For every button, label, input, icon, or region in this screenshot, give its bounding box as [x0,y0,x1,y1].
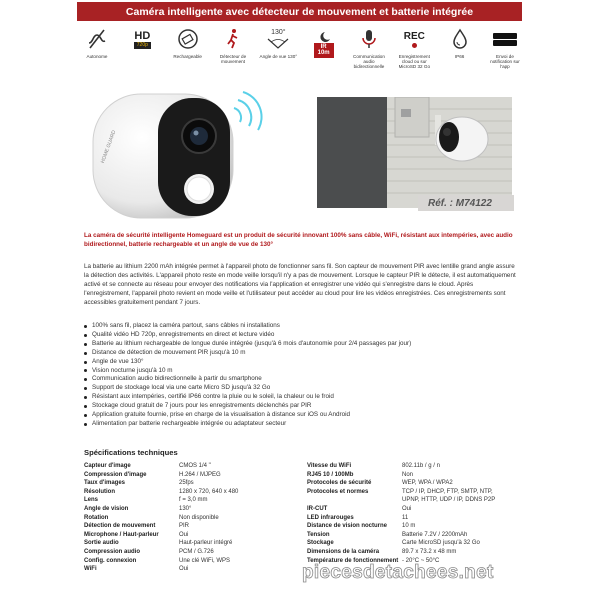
homeguard-logo: HOME GUARD [100,129,118,165]
spec-key: Protocoles de sécurité [307,480,372,487]
list-item [84,331,516,340]
list-item [84,375,516,384]
bullet-icon [84,396,87,399]
feature-label: Envoi de notification sur l'app [490,54,520,70]
page-banner: Caméra intelligente avec détecteur de mouvement et batterie intégrée [77,2,522,21]
bullet-icon [84,325,87,328]
bullet-icon [84,414,87,417]
table-row [307,496,517,505]
spec-value: Une clé WiFi, WPS [179,557,231,564]
specs-title: Spécifications techniques [84,448,178,457]
table-row [84,514,294,523]
bullet-icon [84,369,87,372]
feature-label: Détecteur de mouvement [219,54,247,65]
table-row [307,462,517,471]
spec-value: 89.7 x 73.2 x 48 mm [402,548,457,555]
spec-key: Résolution [84,488,115,495]
bullet-icon [84,361,87,364]
feature-rechargeable [169,26,207,88]
hd-badge: HD [134,29,151,42]
spec-value: - 20°C ~ 50°C [402,557,440,564]
bullet-text: Stockage cloud gratuit de 7 jours pour les enregistrements déclenchés par PIR [92,402,312,410]
list-item [84,349,516,358]
installation-photo [317,97,512,208]
spec-key: Sortie audio [84,540,119,547]
spec-key: Distance de vision nocturne [307,523,388,530]
feature-label: Communication audio bidirectionnelle [353,54,385,70]
spec-key: IR-CUT [307,505,328,512]
spec-value: Non disponible [179,514,219,521]
feature-bullet-list [84,322,516,429]
spec-value: Haut-parleur intégré [179,540,233,547]
table-row [84,548,294,557]
spec-key: Angle de vision [84,505,129,512]
hd-720p-badge: 720p [134,42,151,49]
intro-text: La caméra de sécurité intelligente Homeguard est un produit de sécurité innovant 100% sans câble, WiFi, résistant aux intempéries, avec audio bidirectionnel, batterie rechargeable et un angle de vue de 130° [84,232,513,248]
feature-night-vision [305,26,343,88]
spec-value: 802.11b / g / n [402,463,440,469]
bullet-text: Batterie au lithium rechargeable de longue durée intégrée (jusqu'à 6 mois d'autonomie pour 2/4 passages par jour) [92,339,412,347]
list-item [84,411,516,420]
list-item [84,367,516,376]
spec-value: 130° [179,505,192,512]
rechargeable-battery-icon [173,26,203,52]
table-row [84,565,294,574]
bullet-icon [84,352,87,355]
feature-recording [395,26,433,88]
angle-130-icon [263,26,293,52]
spec-value: Oui [179,566,189,573]
list-item [84,340,516,349]
spec-key: Lens [84,497,99,504]
product-image [88,84,268,224]
feature-angle [259,26,297,88]
google-play-badge [493,33,517,39]
apple-store-badge [493,40,517,46]
bullet-text: Angle de vue 130° [92,357,144,365]
bullet-text: Vision nocturne jusqu'à 10 m [92,366,173,374]
ir-badge-range: 10m [317,50,330,56]
spec-value: f = 3,0 mm [179,497,208,504]
bullet-icon [84,387,87,390]
spec-key: Rotation [84,514,109,521]
list-item [84,358,516,367]
table-row [307,488,517,497]
spec-key: Capteur d'image [84,463,131,469]
bullet-text: Communication audio bidirectionnelle à partir du smartphone [92,375,262,383]
list-item [84,420,516,429]
table-row [84,471,294,480]
rec-icon [399,26,429,52]
feature-hd [123,26,161,88]
table-row [307,548,517,557]
ir-badge-label: IR [320,43,327,50]
spec-key: LED infrarouges [307,514,354,521]
spec-value: PCM / G.726 [179,548,214,555]
app-store-icon [490,26,520,52]
bullet-icon [84,405,87,408]
table-row [84,462,294,471]
spec-key: Compression d'image [84,471,147,478]
spec-value: H.264 / MJPEG [179,471,221,478]
table-row [307,471,517,480]
ip66-icon [445,26,475,52]
microphone-icon [354,26,384,52]
spec-value: 11 [402,514,409,521]
rec-dot [412,43,417,48]
spec-value: PIR [179,523,190,530]
table-row [84,505,294,514]
spec-key: Taux d'images [84,480,125,487]
specs-table-left [84,462,294,574]
spec-key: WiFi [84,566,97,573]
table-row [84,522,294,531]
ir-badge [314,43,334,58]
bullet-text: Résistant aux intempéries, certifié IP66 contre la pluie ou le soleil, la chaleur ou le froid [92,393,334,401]
list-item [84,402,516,411]
table-row [84,479,294,488]
spec-key [307,496,402,505]
feature-icons-row [78,26,524,88]
bullet-icon [84,378,87,381]
angle-badge: 130° [271,29,286,36]
table-row [307,539,517,548]
spec-key: Température de fonctionnement [307,557,399,564]
spec-key: Détection de mouvement [84,523,156,530]
reference-label: Réf. : M74122 [418,195,514,211]
table-row [307,522,517,531]
spec-key: Vitesse du WiFi [307,463,352,469]
bullet-text: Qualité vidéo HD 720p, enregistrements en direct et lecture vidéo [92,330,275,338]
spec-value: Carte MicroSD jusqu'à 32 Go [402,540,480,547]
spec-value: 10 m [402,523,416,530]
spec-key: Protocoles et normes [307,488,369,495]
bullet-text: Application gratuite fournie, prise en charge de la visualisation à distance sur iOS ou Android [92,411,350,419]
feature-label: Autonome [86,54,108,59]
spec-key: Tension [307,531,330,538]
feature-label: Rechargeable [173,54,202,59]
watermark: piecesdetachees.net [302,562,494,583]
table-row [84,531,294,540]
feature-notification [486,26,524,88]
spec-value: TCP / IP, DHCP, FTP, SMTP, NTP, [402,488,493,495]
night-vision-icon [309,26,339,62]
no-wire-icon [82,26,112,52]
bullet-text: Distance de détection de mouvement PIR jusqu'à 10 m [92,348,246,356]
feature-label: Enregistrement cloud ou sur MicroSD 32 Go [398,54,430,70]
table-row [84,539,294,548]
spec-value: Non [402,471,414,478]
spec-key: Compression audio [84,548,141,555]
spec-value: CMOS 1/4 " [179,463,211,469]
rec-badge: REC [403,30,425,42]
description-text: La batterie au lithium 2200 mAh intégrée permet à l'appareil photo de fonctionner sans fil. Son capteur de mouvement PIR avec lentille grand angle assure la détection des activités. L'appareil photo reste en mode veille lorsqu'il n'y a pas de mouvement. Lorsque le capteur PIR le détecte, il est automatiquement activé et se connecte au réseau pour envoyer des notifications via l'application et enregistrer une vidéo qui s'enregistre dans le cloud. Après l'enregistrement, l'appareil photo revient en mode veille et l'utilisateur peut accéder au cloud pour lire les vidéos enregistrées. Ces enregistrements sont accessibles gratuitement pendant 7 jours. [84,263,516,306]
feature-label: IP66 [454,54,465,59]
feature-audio [350,26,388,88]
table-row [307,479,517,488]
bullet-text: Support de stockage local via une carte Micro SD jusqu'à 32 Go [92,384,271,392]
table-row [307,505,517,514]
table-row [307,531,517,540]
table-row [84,496,294,505]
hd-720p-icon [127,26,157,52]
spec-key: Config. connexion [84,557,137,564]
bullet-icon [84,334,87,337]
specs-table-right [307,462,517,565]
motion-detector-icon [218,26,248,52]
spec-key: Stockage [307,540,334,547]
feature-label: Angle de vue 130° [259,54,298,59]
spec-value: Oui [402,505,412,512]
spec-value: 25fps [179,480,194,487]
table-row [84,488,294,497]
bullet-text: 100% sans fil, placez la caméra partout, sans câbles ni installations [92,322,280,329]
list-item [84,384,516,393]
feature-motion [214,26,252,88]
list-item [84,393,516,402]
feature-ip66 [441,26,479,88]
spec-value: UPNP, HTTP, UDP / IP, DDNS P2P [402,497,496,504]
spec-key: Microphone / Haut-parleur [84,531,159,538]
bullet-icon [84,343,87,346]
table-row [84,557,294,566]
bullet-icon [84,423,87,426]
spec-value: 1280 x 720, 640 x 480 [179,488,239,495]
bullet-text: Alimentation par batterie rechargeable intégrée ou adaptateur secteur [92,419,287,427]
list-item [84,322,516,331]
spec-key: RJ45 10 / 100Mb [307,471,354,478]
spec-value: Oui [179,531,189,538]
spec-key: Dimensions de la caméra [307,548,380,555]
table-row [307,514,517,523]
spec-value: Batterie 7.2V / 2200mAh [402,531,468,538]
feature-autonome [78,26,116,88]
spec-value: WEP, WPA / WPA2 [402,480,453,487]
